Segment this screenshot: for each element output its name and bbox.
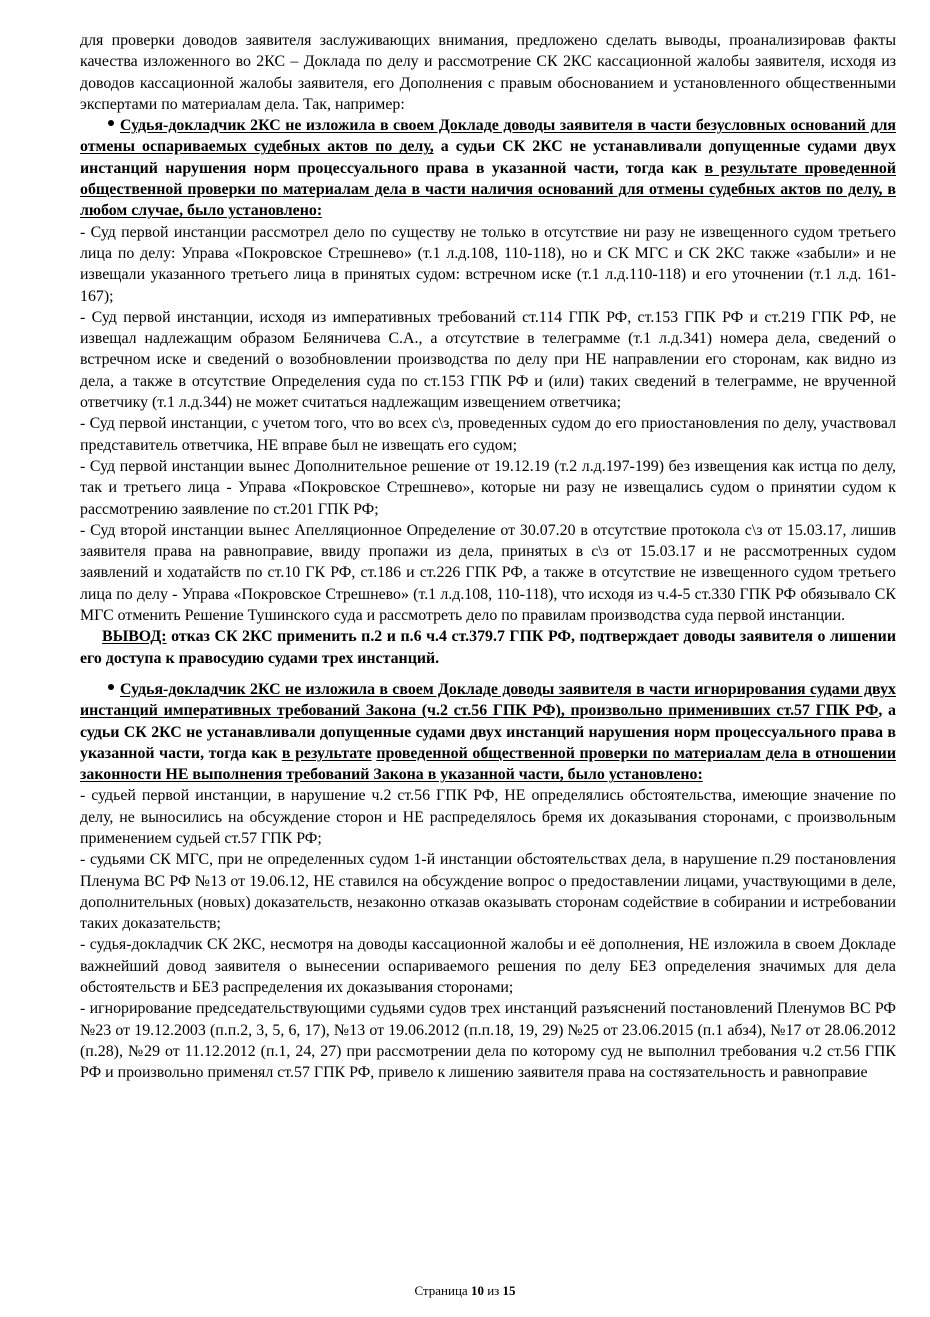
bullet-paragraph-2 bbox=[80, 679, 896, 785]
footer-page-number: 10 bbox=[470, 1283, 484, 1298]
conclusion-label: ВЫВОД: bbox=[102, 628, 167, 646]
list-item-3: - Суд первой инстанции, с учетом того, что во всех с\з, проведенных судом до его приостановления по делу, участвовал представитель ответчика, НЕ вправе был не извещать его судом; bbox=[80, 415, 896, 454]
conclusion-text: отказ СК 2КС применить п.2 и п.6 ч.4 ст.379.7 ГПК РФ, подтверждает доводы заявителя о лишении его доступа к правосудию судами трех инстанций. bbox=[80, 628, 896, 667]
bullet-2-middle: , а судьи СК 2КС не устанавливали допущенные судами двух инстанций нарушения норм процессуального права в указанной части, тогда как bbox=[80, 702, 896, 762]
list-item-5: - Суд второй инстанции вынес Апелляционное Определение от 30.07.20 в отсутствие протокола с\з от 15.03.17, лишив заявителя права на равноправие, ввиду пропажи из дела, принятых в с\з от 15.03.17 и не рассмотренных судом заявлений и ходатайств по ст.10 ГК РФ, ст.186 и ст.226 ГПК РФ, а также в отсутствие не извещенного судом третьего лица по делу - Управа «Покровское Стрешнево» (т.1 л.д.108, 110-118), что исходя из ч.4-5 ст.330 ГПК РФ обязывало СК МГС отменить Решение Тушинского суда и рассмотреть дело по правилам производства суда первой инстанции. bbox=[80, 521, 896, 625]
bullet-2-underlined-tail: проведенной общественной проверки по материалам дела в отношении законности НЕ выполнения требований Закона в указанной части, было установлено: bbox=[80, 744, 896, 784]
bullet-2-underlined-lead: Судья-докладчик 2КС не изложила в своем Докладе доводы заявителя в части игнорирования судами двух инстанций императивных требований Закона (ч.2 ст.56 ГПК РФ), произвольно применивших ст.57 ГПК РФ bbox=[80, 680, 896, 720]
list-item-2: - Суд первой инстанции, исходя из императивных требований ст.114 ГПК РФ, ст.153 ГПК РФ и ст.219 ГПК РФ, не извещал надлежащим образом Беляничева С.А., а отсутствие в телеграмме (т.1 л.д.341) номера дела, сведений о встречном иске и сведений о возобновлении производства по делу при НЕ направлении его сторонам, как видно из дела, а также в отсутствие Определения суда по ст.153 ГПК РФ и (или) таких сведений в телеграмме, не врученной ответчику (т.1 л.д.344) не может считаться надлежащим извещением ответчика; bbox=[80, 308, 896, 412]
bullet-paragraph-1 bbox=[80, 115, 896, 221]
bullet-2-underlined-phrase: в результате bbox=[281, 744, 372, 762]
footer-total-pages: 15 bbox=[502, 1283, 516, 1298]
list-item-4: - Суд первой инстанции вынес Дополнительное решение от 19.12.19 (т.2 л.д.197-199) без извещения как истца по делу, так и третьего лица - Управа «Покровское Стрешнево», которые ни разу не извещались судом о принятии судом к рассмотрению заявление по ст.201 ГПК РФ; bbox=[80, 457, 896, 518]
bullet-1-middle: а судьи СК 2КС не устанавливали допущенные судами двух инстанций нарушения норм процессуального права в указанной части, тогда как bbox=[80, 138, 896, 177]
bullet-1-underlined-lead: Судья-докладчик 2КС не изложила в своем Докладе доводы заявителя в части безусловных оснований для отмены оспариваемых судебных актов по делу, bbox=[80, 117, 896, 156]
bullet-1-underlined-tail: в результате проведенной общественной проверки по материалам дела в части наличия оснований для отмены судебных актов по делу, в любом случае, было установлено: bbox=[80, 159, 896, 220]
footer-of-word: из bbox=[487, 1283, 500, 1298]
footer-page-word: Страница bbox=[414, 1283, 468, 1298]
list-item-8: - судья-докладчик СК 2КС, несмотря на доводы кассационной жалобы и её дополнения, НЕ изложила в своем Докладе важнейший довод заявителя о вынесении оспариваемого решения по делу БЕЗ определения значимых для дела обстоятельств и БЕЗ распределения их доказывания сторонами; bbox=[80, 936, 896, 997]
list-item-6: - судьей первой инстанции, в нарушение ч.2 ст.56 ГПК РФ, НЕ определялись обстоятельства, имеющие значение по делу, не выносились на обсуждение сторон и НЕ распределялось бремя их доказывания сторонами, с произвольным применением судьей ст.57 ГПК РФ; bbox=[80, 787, 896, 847]
list-item-7: - судьями СК МГС, при не определенных судом 1-й инстанции обстоятельствах дела, в нарушение п.29 постановления Пленума ВС РФ №13 от 19.06.12, НЕ ставился на обсуждение вопрос о предоставлении лицами, участвующими в деле, дополнительных (новых) доказательств, незаконно отказав оказывать сторонам содействие в собирании и истребовании таких доказательств; bbox=[80, 851, 896, 933]
document-page bbox=[80, 30, 896, 1084]
intro-paragraph: для проверки доводов заявителя заслуживающих внимания, предложено сделать выводы, проанализировав факты качества изложенного во 2КС – Доклада по делу и рассмотрение СК 2КС кассационной жалобы заявителя, исходя из доводов кассационной жалобы заявителя, его Дополнения с правым обоснованием и установленного общественными экспертами по материалам дела. Так, например: bbox=[80, 32, 896, 113]
spacer bbox=[80, 669, 896, 679]
page-footer bbox=[0, 1283, 930, 1299]
list-item-1: - Суд первой инстанции рассмотрел дело по существу не только в отсутствие ни разу не извещенного судом третьего лица по делу: Управа «Покровское Стрешнево» (т.1 л.д.108, 110-118), но и СК МГС и СК 2КС также «забыли» и не извещали указанного третьего лица в принятых судом: встречном иске (т.1 л.д.110-118) и его уточнении (т.1 л.д. 161-167); bbox=[80, 223, 896, 305]
conclusion-paragraph bbox=[80, 626, 896, 669]
list-item-9: - игнорирование председательствующими судьями судов трех инстанций разъяснений постановлений Пленумов ВС РФ №23 от 19.12.2003 (п.п.2, 3, 5, 6, 17), №13 от 19.06.2012 (п.п.18, 19, 29) №25 от 23.06.2015 (п.1 абз4), №17 от 28.06.2012 (п.28), №29 от 11.12.2012 (п.1, 24, 27) при рассмотрении дела по которому суд не выполнил требования ч.2 ст.56 ГПК РФ и произвольно применял ст.57 ГПК РФ, привело к лишению заявителя права на состязательность и равноправие bbox=[80, 1000, 896, 1082]
